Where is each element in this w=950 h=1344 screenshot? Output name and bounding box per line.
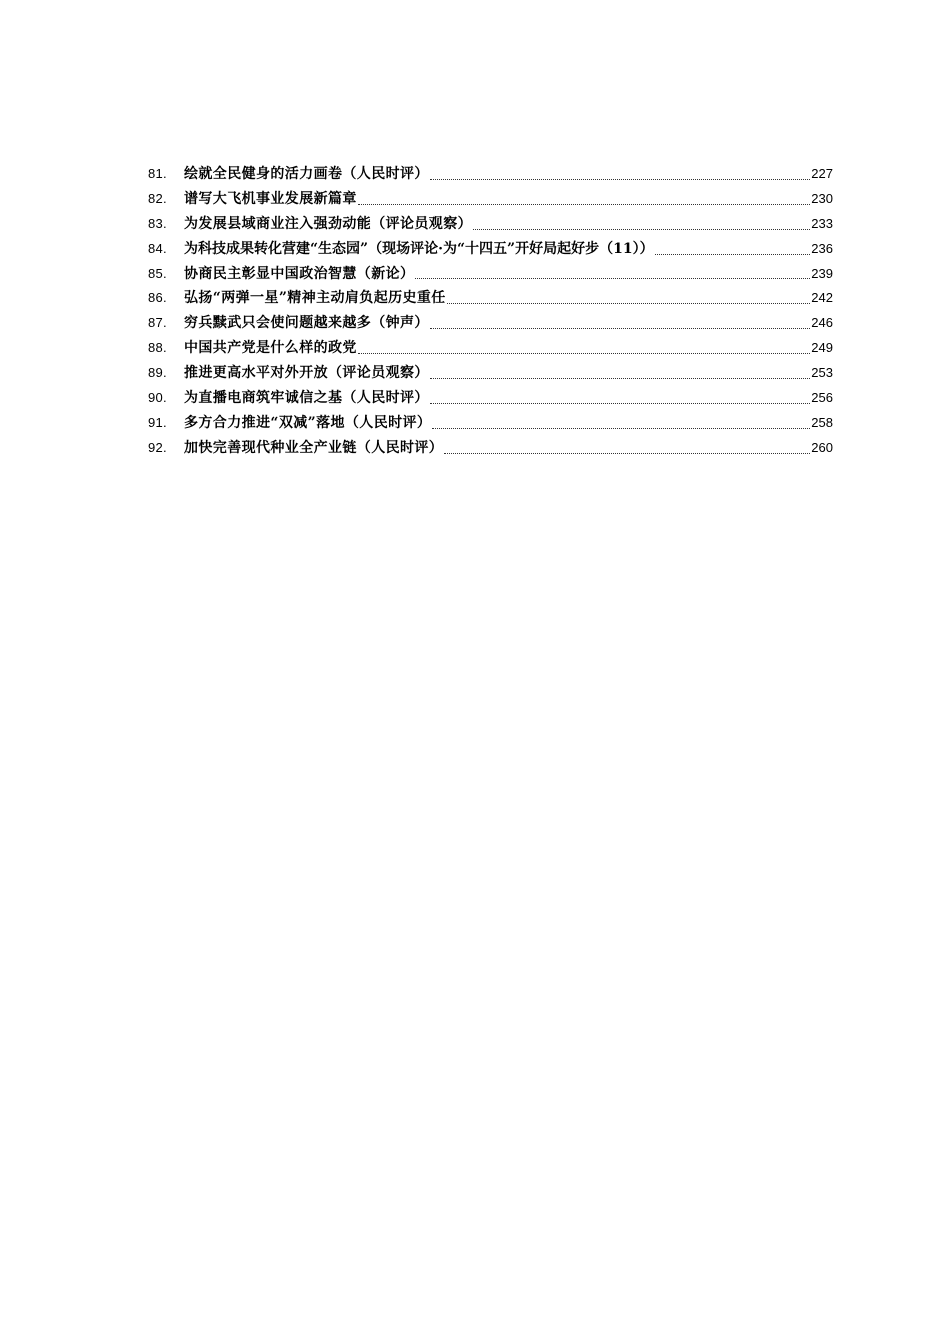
toc-entry-85[interactable] [148, 262, 833, 287]
dot-leader [430, 403, 810, 404]
entry-page-number: 230 [811, 190, 833, 206]
entry-page-number: 242 [811, 290, 833, 306]
entry-page-number: 246 [811, 315, 833, 331]
entry-number: 84. [148, 240, 167, 256]
dot-leader [447, 303, 811, 304]
toc-entry-88[interactable] [148, 336, 833, 361]
dot-leader [655, 254, 811, 255]
dot-leader [473, 229, 810, 230]
entry-page-number: 236 [811, 240, 833, 256]
entry-page-number: 239 [811, 265, 833, 281]
entry-number: 92. [148, 439, 167, 455]
entry-page-number: 258 [811, 414, 833, 430]
toc-entry-89[interactable] [148, 361, 833, 386]
entry-page-number: 227 [811, 166, 833, 181]
dot-leader [444, 453, 810, 454]
entry-number: 85. [148, 265, 167, 281]
dot-leader [358, 353, 810, 354]
table-of-contents [148, 162, 833, 461]
entry-number: 89. [148, 365, 167, 381]
entry-title: 多方合力推进“双减”落地（人民时评） [184, 414, 432, 431]
entry-page-number: 233 [811, 215, 833, 231]
entry-title: 协商民主彰显中国政治智慧（新论） [184, 265, 415, 282]
entry-page-number: 256 [811, 390, 833, 406]
dot-leader [432, 428, 810, 429]
entry-title: 弘扬“两弹一星”精神主动肩负起历史重任 [184, 290, 446, 307]
entry-title: 穷兵黩武只会使问题越来越多（钟声） [184, 315, 429, 332]
dot-leader [430, 328, 810, 329]
entry-number: 91. [148, 414, 167, 430]
entry-title: 谱写大飞机事业发展新篇章 [184, 190, 357, 207]
entry-page-number: 260 [811, 439, 833, 455]
entry-number: 88. [148, 340, 167, 356]
entry-title: 为发展县域商业注入强劲动能（评论员观察） [184, 215, 472, 232]
entry-number: 82. [148, 190, 167, 206]
toc-entry-81[interactable] [148, 162, 833, 187]
entry-title: 中国共产党是什么样的政党 [184, 340, 357, 357]
entry-page-number: 253 [811, 365, 833, 381]
entry-title: 为科技成果转化营建“生态园”（现场评论·为“十四五”开好局起好步（11）） [184, 240, 654, 257]
entry-title: 加快完善现代种业全产业链（人民时评） [184, 439, 444, 456]
dot-leader [430, 378, 810, 379]
toc-entry-83[interactable] [148, 212, 833, 237]
toc-entry-87[interactable] [148, 311, 833, 336]
entry-number: 87. [148, 315, 167, 331]
toc-entry-90[interactable] [148, 386, 833, 411]
entry-number: 90. [148, 390, 167, 406]
toc-entry-91[interactable] [148, 411, 833, 436]
toc-entry-82[interactable] [148, 187, 833, 212]
entry-title: 推进更高水平对外开放（评论员观察） [184, 365, 429, 382]
entry-page-number: 249 [811, 340, 833, 356]
dot-leader [415, 278, 810, 279]
entry-title: 为直播电商筑牢诚信之基（人民时评） [184, 390, 429, 407]
dot-leader [430, 179, 810, 180]
entry-title: 绘就全民健身的活力画卷（人民时评） [184, 166, 429, 182]
entry-number: 83. [148, 215, 167, 231]
entry-number: 86. [148, 290, 167, 306]
toc-entry-86[interactable] [148, 286, 833, 311]
entry-number: 81. [148, 166, 167, 181]
toc-entry-84[interactable] [148, 237, 833, 262]
toc-entry-92[interactable] [148, 436, 833, 461]
dot-leader [358, 204, 810, 205]
